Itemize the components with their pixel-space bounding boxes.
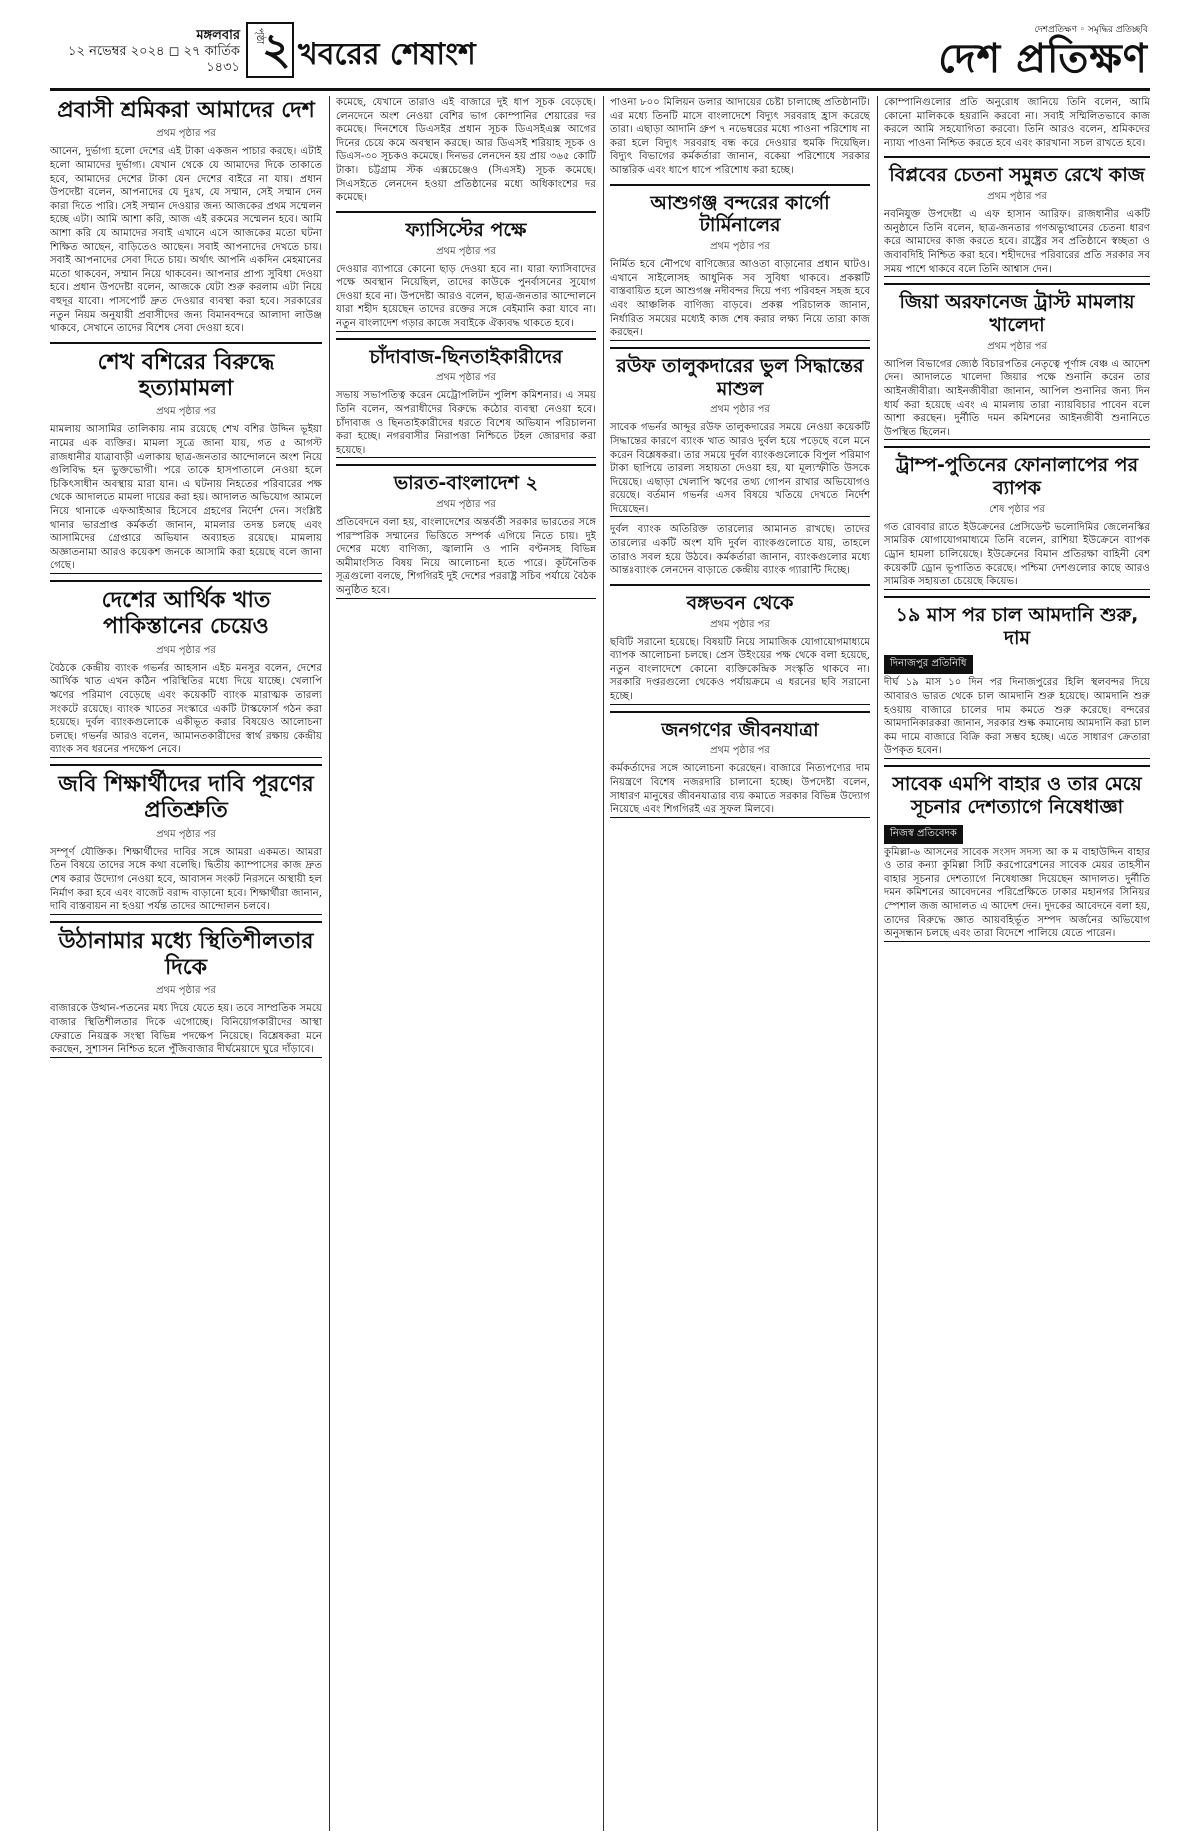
article-trump-putin — [884, 446, 1150, 590]
article-headline: ফ্যাসিস্টের পক্ষে — [405, 218, 527, 241]
article-body: নির্মিত হবে নৌপথে বাণিজ্যের আওতা বাড়ানোর প্রধান ঘাটও। এখানে সাইলোসহ আধুনিক সব সুবিধা থাকবে। প্রকল্পটি বাস্তবায়িত হলে আশুগঞ্জ নদীবন্দর দিয়ে পণ্য পরিবহন সহজ হবে এবং আঞ্চলিক বাণিজ্য বাড়বে। প্রকল্প পরিচালক জানান, নির্ধারিত সময়ের মধ্যেই কাজ শেষ করার লক্ষ্য নিয়ে তারা কাজ করছেন। — [610, 259, 870, 339]
masthead-divider — [50, 88, 1150, 91]
article-byline: শেষ পৃষ্ঠার পর — [989, 503, 1045, 515]
article-headline: বিপ্লবের চেতনা সমুন্নত রেখে কাজ — [889, 164, 1145, 187]
article-body: পাওনা ৮০০ মিলিয়ন ডলার আদায়ের চেষ্টা চালাচ্ছে প্রতিষ্ঠানটি। এর মধ্যে তিনটি মাসে বাংলাদেশে বিদ্যুৎ সরবরাহ হ্রাস করেছে তারা। এছাড়া আদানি গ্রুপ ৭ নভেম্বরের মধ্যে পাওনা পরিশোধ না করা হলে বিদ্যুৎ সরবরাহ বন্ধ করে দেওয়ার হুমকি দিয়েছিল। বিদ্যুৎ বিভাগের কর্মকর্তারা জানান, বকেয়া পরিশোধে সরকার আন্তরিক এবং ধাপে ধাপে পরিশোধ করা হচ্ছে। — [610, 97, 870, 176]
article-byline: প্রথম পৃষ্ঠার পর — [156, 406, 216, 418]
article-byline: প্রথম পৃষ্ঠার পর — [436, 245, 496, 257]
article-byline: প্রথম পৃষ্ঠার পর — [987, 340, 1047, 352]
column-divider — [603, 96, 604, 1831]
article-companies-continuation — [884, 96, 1150, 150]
article-headline: প্রবাসী শ্রমিকরা আমাদের দেশ — [57, 98, 315, 123]
article-body: মামলায় আসামির তালিকায় নাম রয়েছে শেখ বশির উদ্দিন ভূইয়া নামের এক ব্যক্তির। মামলা সূত্রে জানা যায়, গত ৫ আগস্ট রাজধানীর যাত্রাবাড়ী এলাকায় ছাত্র-জনতার আন্দোলনে অংশ নিয়ে গুলিবিদ্ধ হন ভুক্তভোগী। পরে তাকে হাসপাতালে নেওয়া হলে চিকিৎসাধীন অবস্থায় মারা যান। এ ঘটনায় নিহতের পরিবারের পক্ষ থেকে আদালতে মামলা দায়ের করা হয়। আদালত অভিযোগ আমলে নিয়ে থানাকে এফআইআর হিসেবে গ্রহণের নির্দেশ দেন। সংশ্লিষ্ট থানার ভারপ্রাপ্ত কর্মকর্তা জানান, মামলার তদন্ত চলছে এবং আসামিদের গ্রেপ্তারে অভিযান অব্যাহত রয়েছে। মামলায় অজ্ঞাতনামা আরও কয়েকশ জনকে আসামি করা হয়েছে বলে জানা গেছে। — [50, 424, 322, 572]
article-byline: প্রথম পৃষ্ঠার পর — [436, 372, 496, 384]
column-2 — [336, 96, 596, 1831]
article-headline: বঙ্গভবন থেকে — [686, 591, 794, 614]
article-headline: সাবেক এমপি বাহার ও তার মেয়ে সূচনার দেশত্যাগে নিষেধাজ্ঞা — [892, 773, 1142, 818]
article-rouf-talukder — [610, 347, 870, 518]
article-public-life — [610, 711, 870, 818]
page-number: ২ — [262, 24, 291, 75]
article-headline: ট্রাম্প-পুতিনের ফোনালাপের পর ব্যাপক — [895, 454, 1139, 500]
article-body: ছবিটি সরানো হয়েছে। বিষয়টি নিয়ে সামাজিক যোগাযোগমাধ্যমে ব্যাপক আলোচনা চলছে। প্রেস উইংয়ের পক্ষ থেকে বলা হয়েছে, নতুন বাংলাদেশে কোনো ব্যক্তিকেন্দ্রিক সংস্কৃতি থাকবে না। সরকারি দপ্তরগুলো থেকেও পর্যায়ক্রমে এ ধরনের ছবি সরানো হচ্ছে। — [610, 636, 870, 703]
article-headline: আশুগঞ্জ বন্দরের কার্গো টার্মিনালের — [650, 191, 830, 237]
column-4 — [884, 96, 1150, 1831]
article-body: কর্মকর্তাদের সঙ্গে আলোচনা করেছেন। বাজারে নিত্যপণ্যের দাম নিয়ন্ত্রণে বিশেষ নজরদারি চালানো হচ্ছে। উপদেষ্টা বলেন, সাধারণ মানুষের জীবনযাত্রার ব্যয় কমাতে সরকার বিভিন্ন উদ্যোগ নিয়েছে এবং শিগগিরই এর সুফল মিলবে। — [610, 763, 870, 816]
issue-info — [50, 28, 240, 76]
article-rice-import — [884, 596, 1150, 759]
article-fascist-side — [336, 211, 596, 332]
article-body: কোম্পানিগুলোর প্রতি অনুরোধ জানিয়ে তিনি বলেন, আমি কোনো মালিককে হয়রানি করবো না। সবাই সম্মিলিতভাবে কাজ করলে আমি সহযোগিতা করবো। তিনি আরও বলেন, শ্রমিকদের ন্যায্য পাওনা নিশ্চিত করতে হবে এবং কারখানা সচল রাখতে হবে। — [884, 97, 1150, 149]
article-body: আপিল বিভাগের জ্যেষ্ঠ বিচারপতির নেতৃত্বে পূর্ণাঙ্গ বেঞ্চ এ আদেশ দেন। আদালতে খালেদা জিয়ার পক্ষে শুনানি করেন তার আইনজীবীরা। আইনজীবীরা জানান, আপিল শুনানির জন্য দিন ধার্য করা হয়েছে এবং এ মামলায় তারা ন্যায়বিচার পাবেন বলে আশা করছেন। দুর্নীতি দমন কমিশনের আইনজীবী শুনানিতে উপস্থিত ছিলেন। — [884, 358, 1150, 438]
article-headline: জবি শিক্ষার্থীদের দাবি পূরণের প্রতিশ্রুতি — [58, 771, 314, 824]
article-weak-banks-continuation — [610, 523, 870, 577]
article-body: সাবেক গভর্নর আব্দুর রউফ তালুকদারের সময়ে নেওয়া কয়েকটি সিদ্ধান্তের কারণে ব্যাংক খাত আরও দুর্বল হয়ে পড়েছে বলে মনে করেন বিশ্লেষকরা। তার সময়ে দুর্বল ব্যাংকগুলোকে বিপুল পরিমাণ টাকা ছাপিয়ে তারল্য সহায়তা দেওয়া হয়, যা মূল্যস্ফীতি উসকে দিয়েছে। এছাড়া খেলাপি ঋণের তথ্য গোপন রাখার অভিযোগও রয়েছে। বর্তমান গভর্নর এসব বিষয়ে খতিয়ে দেখতে নির্দেশ দিয়েছেন। — [610, 422, 870, 515]
article-body: দীর্ঘ ১৯ মাস ১০ দিন পর দিনাজপুরের হিলি স্থলবন্দর দিয়ে আবারও ভারত থেকে চাল আমদানি শুরু হয়েছে। আমদানি শুরু হওয়ায় বাজারে চালের দাম কমতে শুরু করেছে। বন্দরের আমদানিকারকরা জানান, সরকার শুল্ক কমানোয় আমদানি করা চাল কম দামে বাজারে বিক্রি করা সম্ভব হচ্ছে। এতে সাধারণ ক্রেতারা উপকৃত হবেন। — [884, 677, 1150, 757]
page-number-box — [246, 22, 294, 78]
article-headline: জিয়া অরফানেজ ট্রাস্ট মামলায় খালেদা — [899, 291, 1135, 336]
article-extortionists — [336, 338, 596, 459]
column-divider — [877, 96, 878, 1831]
column-1 — [50, 96, 322, 1831]
article-byline: প্রথম পৃষ্ঠার পর — [710, 241, 770, 253]
column-divider — [329, 96, 330, 1831]
article-ashuganj-terminal — [610, 184, 870, 341]
article-body: বাজারকে উত্থান-পতনের মধ্য দিয়ে যেতে হয়। তবে সাম্প্রতিক সময়ে বাজার স্থিতিশীলতার দিকে এগোচ্ছে। বিনিয়োগকারীদের আস্থা ফেরাতে নিয়ন্ত্রক সংস্থা বিভিন্ন পদক্ষেপ নিয়েছে। বিশ্লেষকরা মনে করছেন, সুশাসন নিশ্চিত হলে পুঁজিবাজার দীর্ঘমেয়াদে ঘুরে দাঁড়াবে। — [50, 1003, 322, 1056]
reporter-tag: দিনাজপুর প্রতিনিধি — [884, 655, 973, 674]
brand-logo: দেশ প্রতিক্ষণ — [938, 36, 1148, 82]
article-body: বৈঠকে কেন্দ্রীয় ব্যাংক গভর্নর আহসান এইচ মনসুর বলেন, দেশের আর্থিক খাত এখন কঠিন পরিস্থিতির মধ্যে দিয়ে যাচ্ছে। খেলাপি ঋণের পরিমাণ বেড়েছে এবং কয়েকটি ব্যাংক মারাত্মক তারল্য সংকটে রয়েছে। ব্যাংক খাতের সংস্কারে একটি টাস্কফোর্স গঠন করা হয়েছে। দুর্বল ব্যাংকগুলোকে একীভূত করার বিষয়েও আলোচনা চলছে। গভর্নর আরও বলেন, আমানতকারীদের স্বার্থ রক্ষায় কেন্দ্রীয় ব্যাংক সব ধরনের পদক্ষেপ নেবে। — [50, 662, 322, 756]
article-headline: চাঁদাবাজ-ছিনতাইকারীদের — [369, 345, 563, 368]
article-sheikh-bashir-case — [50, 342, 322, 574]
article-headline: ১৯ মাস পর চাল আমদানি শুরু, দাম — [895, 603, 1139, 649]
article-body: প্রতিবেদনে বলা হয়, বাংলাদেশের অন্তর্বর্তী সরকার ভারতের সঙ্গে পারস্পরিক সম্মানের ভিত্তিতে সম্পর্ক এগিয়ে নিতে চায়। দুই দেশের মধ্যে বাণিজ্য, জ্বালানি ও পানি বণ্টনসহ বিভিন্ন অমীমাংসিত বিষয় নিয়ে আলোচনা হতে পারে। কূটনৈতিক সূত্রগুলো বলছে, শিগগিরই দুই দেশের পররাষ্ট্র সচিব পর্যায়ে বৈঠক অনুষ্ঠিত হবে। — [336, 517, 596, 597]
newspaper-brand — [938, 22, 1148, 81]
article-adani-continuation — [610, 96, 870, 178]
article-body: দুর্বল ব্যাংক অতিরিক্ত তারল্যের আমানত রাখছে। তাদের তারল্যের একটি অংশ যদি দুর্বল ব্যাংকগুলোতে যায়, তাহলে তারাও সবল হয়ে উঠবে। কর্মকর্তারা জানান, ব্যাংকগুলোর মধ্যে আন্তঃব্যাংক লেনদেন বাড়াতে কেন্দ্রীয় ব্যাংক গ্যারান্টি দিচ্ছে। — [610, 524, 870, 577]
article-headline: জনগণের জীবনযাত্রা — [661, 718, 819, 741]
brand-tagline: দেশপ্রতিক্ষণ ◦ সমৃদ্ধির প্রতিচ্ছবি — [1034, 25, 1148, 35]
article-byline: প্রথম পৃষ্ঠার পর — [436, 499, 496, 511]
article-body: গত রোববার রাতে ইউক্রেনের প্রেসিডেন্ট ভলোদিমির জেলেনস্কির সামরিক যোগাযোগমাধ্যমে তিনি বলেন, রাশিয়া ইউক্রেনে ব্যাপক ড্রোন হামলা চালিয়েছে। ইউক্রেনের বিমান প্রতিরক্ষা বাহিনী বেশ কয়েকটি ড্রোন ভূপাতিত করেছে। পশ্চিমা দেশগুলোর কাছে আরও সামরিক সহায়তা চেয়েছে কিয়েভ। — [884, 521, 1150, 588]
article-body: সভায় সভাপতিত্ব করেন মেট্রোপলিটন পুলিশ কমিশনার। এ সময় তিনি বলেন, অপরাধীদের বিরুদ্ধে কঠোর ব্যবস্থা নেওয়া হবে। চাঁদাবাজ ও ছিনতাইকারীদের ধরতে বিশেষ অভিযান পরিচালনা করা হচ্ছে। নগরবাসীর নিরাপত্তা নিশ্চিতে টহল জোরদার করা হয়েছে। — [336, 390, 596, 456]
article-byline: প্রথম পৃষ্ঠার পর — [710, 745, 770, 757]
page-label: পৃষ্ঠা — [254, 28, 265, 45]
article-byline: প্রথম পৃষ্ঠার পর — [987, 191, 1047, 203]
article-headline: উঠানামার মধ্যে স্থিতিশীলতার দিকে — [58, 928, 314, 981]
article-headline: শেখ বশিরের বিরুদ্ধে হত্যামামলা — [97, 349, 275, 402]
article-jnu-students — [50, 764, 322, 915]
article-bahar-travel-ban — [884, 765, 1150, 942]
article-byline: প্রথম পৃষ্ঠার পর — [710, 618, 770, 630]
article-market-stability — [50, 921, 322, 1058]
article-body: নবনিযুক্ত উপদেষ্টা এ এফ হাসান আরিফ। রাজধানীর একটি অনুষ্ঠানে তিনি বলেন, ছাত্র-জনতার গণঅভ্যুত্থানের চেতনা ধারণ করে আমাদের কাজ করতে হবে। রাষ্ট্রের সব প্রতিষ্ঠানে স্বচ্ছতা ও জবাবদিহি নিশ্চিত করা হবে। শহীদদের পরিবারের প্রতি সরকার সব সময় পাশে থাকবে বলে তিনি আশ্বাস দেন। — [884, 209, 1150, 275]
article-expatriate-workers — [50, 98, 322, 336]
article-body: সম্পূর্ণ যৌক্তিক। শিক্ষার্থীদের দাবির সঙ্গে আমরা একমত। আমরা তিন বিষয়ে তাদের সঙ্গে কথা বলেছি। দ্বিতীয় ক্যাম্পাসের কাজ দ্রুত শেষ করার উদ্যোগ নেওয়া হবে, আবাসন সংকট নিরসনে অস্থায়ী হল নির্মাণ করা হবে এবং বাজেট বরাদ্দ বাড়ানো হবে। শিক্ষার্থীরা জানান, দাবি বাস্তবায়ন না হওয়া পর্যন্ত তাদের আন্দোলন চলবে। — [50, 846, 322, 913]
issue-day: মঙ্গলবার — [196, 28, 240, 43]
article-headline: রউফ তালুকদারের ভুল সিদ্ধান্তের মাশুল — [616, 354, 864, 400]
article-byline: প্রথম পৃষ্ঠার পর — [156, 644, 216, 656]
article-headline: ভারত-বাংলাদেশ ২ — [393, 472, 539, 495]
article-revolution-spirit — [884, 156, 1150, 277]
article-stock-market-continuation — [336, 96, 596, 205]
article-body: আনেন, দুর্ভাগ্য হলো দেশের এই টাকা একজন পাচার করছে। এটাই হলো আমাদের দুর্ভাগ্য। যেখান থেকে যে আমাদের দিকে তাকাতে হবে, আমাদের দেশের টাকা যেন দেশের বাইরে না যায়। প্রধান উপদেষ্টা বলেন, আপনাদের যে দুঃখ, যে সম্মান, সেই সম্মান দেন কারা দিতে পারি। সেই সম্মান দেওয়ার জন্য আজকের প্রথম সম্মেলন হচ্ছে এটা। আমি আশা করি, আজ এই রকমের সম্মেলন হবে। আমি আশা করি যে আমাদের সবাই এখানে এসে আজকের মতো ঘটনা শিক্ষিত আছেন, বাড়িতেও আছেন। সবাই আপনাদের দেখতে চায়। সবাই আপনাদের সেবা দিতে চায়। অর্থাৎ আপনি একদিন মেহমানের মতো থাকবেন, সম্মান নিয়ে থাকবেন। আপনার প্রাপ্য সুবিধা দেওয়া হবে। প্রধান উপদেষ্টা বলেন, আজকে যেটা শুরু করলাম এটা নিয়ে বহুদূর যাবো। পাসপোর্ট দ্রুত দেওয়ার ব্যবস্থা করা হবে। সরকারের নতুন নিয়ম অনুযায়ী প্রবাসীদের জন্য বিমানবন্দরে আলাদা লাউঞ্জ থাকবে, সেখানে তাদের বিশেষ সেবা দেওয়া হবে। — [50, 146, 322, 335]
article-zia-orphanage — [884, 283, 1150, 440]
article-india-bangladesh — [336, 464, 596, 598]
masthead — [0, 0, 1200, 88]
issue-date: ১২ নভেম্বর ২০২৪ ◻ ২৭ কার্তিক ১৪৩১ — [68, 44, 240, 75]
reporter-tag: নিজস্ব প্রতিবেদক — [884, 825, 963, 844]
article-financial-sector — [50, 580, 322, 758]
section-title: খবরের শেষাংশ — [298, 37, 476, 72]
article-byline: প্রথম পৃষ্ঠার পর — [156, 828, 216, 840]
article-body: কুমিল্লা-৬ আসনের সাবেক সংসদ সদস্য আ ক ম বাহাউদ্দিন বাহার ও তার কন্যা কুমিল্লা সিটি করপোরেশনের সাবেক মেয়র তাহসীন বাহার সূচনার দেশত্যাগে নিষেধাজ্ঞা দিয়েছেন আদালত। দুর্নীতি দমন কমিশনের আবেদনের পরিপ্রেক্ষিতে ঢাকার মহানগর সিনিয়র স্পেশাল জজ আদালত এ আদেশ দেন। দুদকের আবেদনে বলা হয়, তাদের বিরুদ্ধে জ্ঞাত আয়বহির্ভূত সম্পদ অর্জনের অভিযোগ অনুসন্ধান চলছে এবং তারা বিদেশে পালিয়ে যেতে পারেন। — [884, 846, 1150, 940]
article-headline: দেশের আর্থিক খাত পাকিস্তানের চেয়েও — [101, 588, 271, 640]
article-byline: প্রথম পৃষ্ঠার পর — [710, 404, 770, 416]
article-bangabhaban — [610, 584, 870, 705]
article-byline: প্রথম পৃষ্ঠার পর — [156, 985, 216, 997]
column-3 — [610, 96, 870, 1831]
article-byline: প্রথম পৃষ্ঠার পর — [156, 128, 216, 140]
article-body: দেওয়ার ব্যাপারে কোনো ছাড় দেওয়া হবে না। যারা ফ্যাসিবাদের পক্ষে অবস্থান নিয়েছিল, তাদের কাউকে পুনর্বাসনের সুযোগ দেওয়া হবে না। উপদেষ্টা আরও বলেন, ছাত্র-জনতার আন্দোলনে যারা শহীদ হয়েছেন তাদের রক্তের সঙ্গে বেইমানি করা যাবে না। নতুন বাংলাদেশ গড়ার কাজে সবাইকে ঐক্যবদ্ধ থাকতে হবে। — [336, 263, 596, 329]
article-body: কমেছে, যেখানে তারাও এই বাজারে দুই ধাপ সূচক বেড়েছে। লেনদেনে অংশ নেওয়া বেশির ভাগ কোম্পানির শেয়ারের দর কমেছে। দিনশেষে ডিএসইর প্রধান সূচক ডিএসইএক্স আগের দিনের চেয়ে কমে অবস্থান করছে। আর ডিএসই শরিয়াহ সূচক ও ডিএস-৩০ সূচকও কমেছে। দিনভর লেনদেন হয় প্রায় ৩৬৫ কোটি টাকা। চট্টগ্রাম স্টক এক্সচেঞ্জেও (সিএসই) সূচক কমেছে। সিএসইতে লেনদেন হওয়া প্রতিষ্ঠানের মধ্যে অধিকাংশের দর কমেছে। — [336, 97, 596, 204]
